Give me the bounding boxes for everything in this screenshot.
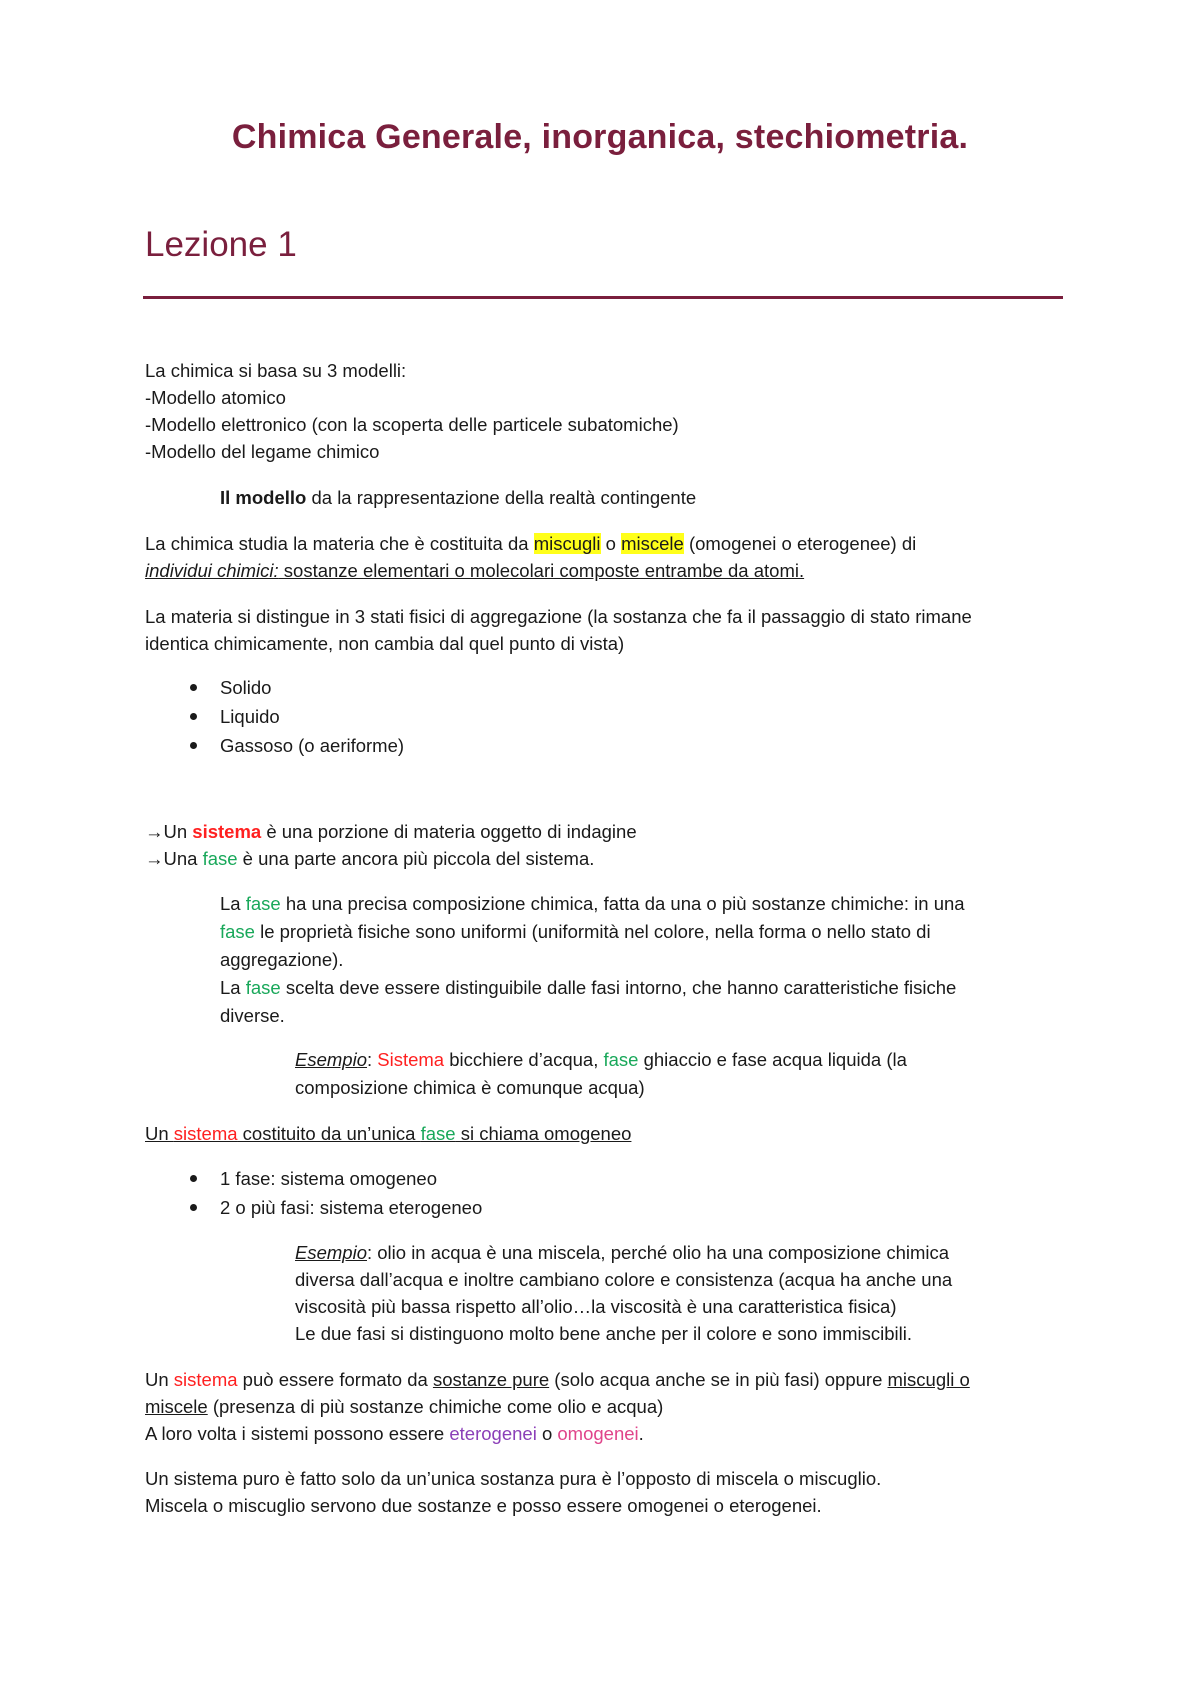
bullet-icon: [190, 742, 197, 749]
term-eterogenei: eterogenei: [449, 1423, 537, 1444]
term-sistema: sistema: [192, 821, 262, 842]
arrow-icon: →: [145, 821, 164, 842]
closing-line: Un sistema puro è fatto solo da un’unica sostanza pura è l’opposto di miscela o miscuglio.: [145, 1468, 882, 1489]
bullet-icon: [190, 713, 197, 720]
intro-line: -Modello elettronico (con la scoperta delle particele subatomiche): [145, 414, 679, 435]
term-fase: fase: [220, 921, 255, 942]
highlight-miscugli: miscugli: [533, 533, 601, 554]
omogeneo-statement: [145, 1120, 631, 1147]
example-line: [295, 1046, 907, 1073]
matter-line: [145, 530, 916, 557]
text: o: [536, 1423, 558, 1444]
text: Un: [145, 1123, 174, 1144]
fase-line: [220, 890, 965, 917]
list-item: 2 o più fasi: sistema eterogeneo: [220, 1197, 483, 1218]
term-sistema: sistema: [173, 1369, 238, 1390]
bullet-icon: [190, 684, 197, 691]
list-item: Liquido: [220, 706, 280, 727]
text: le proprietà fisiche sono uniformi (uniformità nel colore, nella forma o nello stato di: [254, 921, 931, 942]
text: è una porzione di materia oggetto di indagine: [261, 821, 637, 842]
list-item: Solido: [220, 677, 272, 698]
text: Un: [145, 1369, 174, 1390]
sistema-definition: [145, 818, 637, 845]
text: ghiaccio e fase acqua liquida (la: [638, 1049, 907, 1070]
individui-term: individui chimici:: [145, 560, 279, 581]
term-miscele: miscele: [145, 1396, 208, 1417]
states-line: La materia si distingue in 3 stati fisici di aggregazione (la sostanza che fa il passaggio di stato rimane: [145, 606, 972, 627]
example-line: viscosità più bassa rispetto all’olio…la viscosità è una caratteristica fisica): [295, 1296, 897, 1317]
bullet-icon: [190, 1204, 197, 1211]
example-line: composizione chimica è comunque acqua): [295, 1077, 645, 1098]
intro-line: -Modello del legame chimico: [145, 441, 380, 462]
term-fase: fase: [245, 893, 281, 914]
term-fase: fase: [420, 1123, 456, 1144]
text: A loro volta i sistemi possono essere: [145, 1423, 450, 1444]
text: (omogenei o eterogenee) di: [683, 533, 917, 554]
text: bicchiere d’acqua,: [444, 1049, 604, 1070]
system-types-line: [145, 1366, 970, 1393]
matter-line: [145, 557, 804, 584]
term-omogenei: omogenei: [557, 1423, 639, 1444]
example-label: Esempio: [295, 1049, 367, 1070]
text: Un: [163, 821, 193, 842]
intro-line: La chimica si basa su 3 modelli:: [145, 360, 407, 381]
document-title: Chimica Generale, inorganica, stechiometria.: [231, 118, 969, 156]
term-miscugli: miscugli o: [887, 1369, 970, 1390]
term-fase: fase: [202, 848, 238, 869]
fase-definition: [145, 845, 594, 872]
text: costituito da un’unica: [237, 1123, 421, 1144]
intro-line: -Modello atomico: [145, 387, 286, 408]
term-fase: fase: [603, 1049, 639, 1070]
term-sostanze-pure: sostanze pure: [432, 1369, 550, 1390]
text: La: [220, 893, 246, 914]
model-term: Il modello: [220, 487, 307, 508]
individui-definition: sostanze elementari o molecolari composte entrambe da atomi.: [278, 560, 805, 581]
system-types-line: [145, 1393, 663, 1420]
term-fase: fase: [245, 977, 281, 998]
text: .: [638, 1423, 644, 1444]
term-sistema: sistema: [173, 1123, 238, 1144]
text: scelta deve essere distinguibile dalle fasi intorno, che hanno caratteristiche fisiche: [280, 977, 957, 998]
text: (presenza di più sostanze chimiche come olio e acqua): [207, 1396, 664, 1417]
example-line: diversa dall’acqua e inoltre cambiano colore e consistenza (acqua ha anche una: [295, 1269, 953, 1290]
system-types-line: [145, 1420, 644, 1447]
text: può essere formato da: [237, 1369, 433, 1390]
list-item: Gassoso (o aeriforme): [220, 735, 405, 756]
text: :: [366, 1049, 378, 1070]
highlight-miscele: miscele: [621, 533, 684, 554]
bullet-icon: [190, 1175, 197, 1182]
fase-line: aggregazione).: [220, 949, 344, 970]
model-definition: [220, 484, 696, 511]
model-text: da la rappresentazione della realtà contingente: [306, 487, 697, 508]
term-sistema: Sistema: [377, 1049, 445, 1070]
text: La chimica studia la materia che è costituita da: [145, 533, 534, 554]
fase-line: [220, 918, 931, 945]
text: : olio in acqua è una miscela, perché olio ha una composizione chimica: [366, 1242, 950, 1263]
arrow-icon: →: [145, 848, 164, 869]
text: La: [220, 977, 246, 998]
lesson-heading: Lezione 1: [145, 225, 297, 264]
text: (solo acqua anche se in più fasi) oppure: [549, 1369, 888, 1390]
closing-line: Miscela o miscuglio servono due sostanze e posso essere omogenei o eterogenei.: [145, 1495, 822, 1516]
text: o: [600, 533, 622, 554]
fase-line: diverse.: [220, 1005, 285, 1026]
example-label: Esempio: [295, 1242, 367, 1263]
fase-line: [220, 974, 956, 1001]
heading-divider: [143, 296, 1063, 299]
text: Una: [163, 848, 203, 869]
example-line: [295, 1239, 949, 1266]
text: ha una precisa composizione chimica, fatta da una o più sostanze chimiche: in una: [280, 893, 965, 914]
states-line: identica chimicamente, non cambia dal quel punto di vista): [145, 633, 625, 654]
list-item: 1 fase: sistema omogeneo: [220, 1168, 437, 1189]
example-line: Le due fasi si distinguono molto bene anche per il colore e sono immiscibili.: [295, 1323, 913, 1344]
text: si chiama omogeneo: [455, 1123, 632, 1144]
text: è una parte ancora più piccola del sistema.: [237, 848, 595, 869]
